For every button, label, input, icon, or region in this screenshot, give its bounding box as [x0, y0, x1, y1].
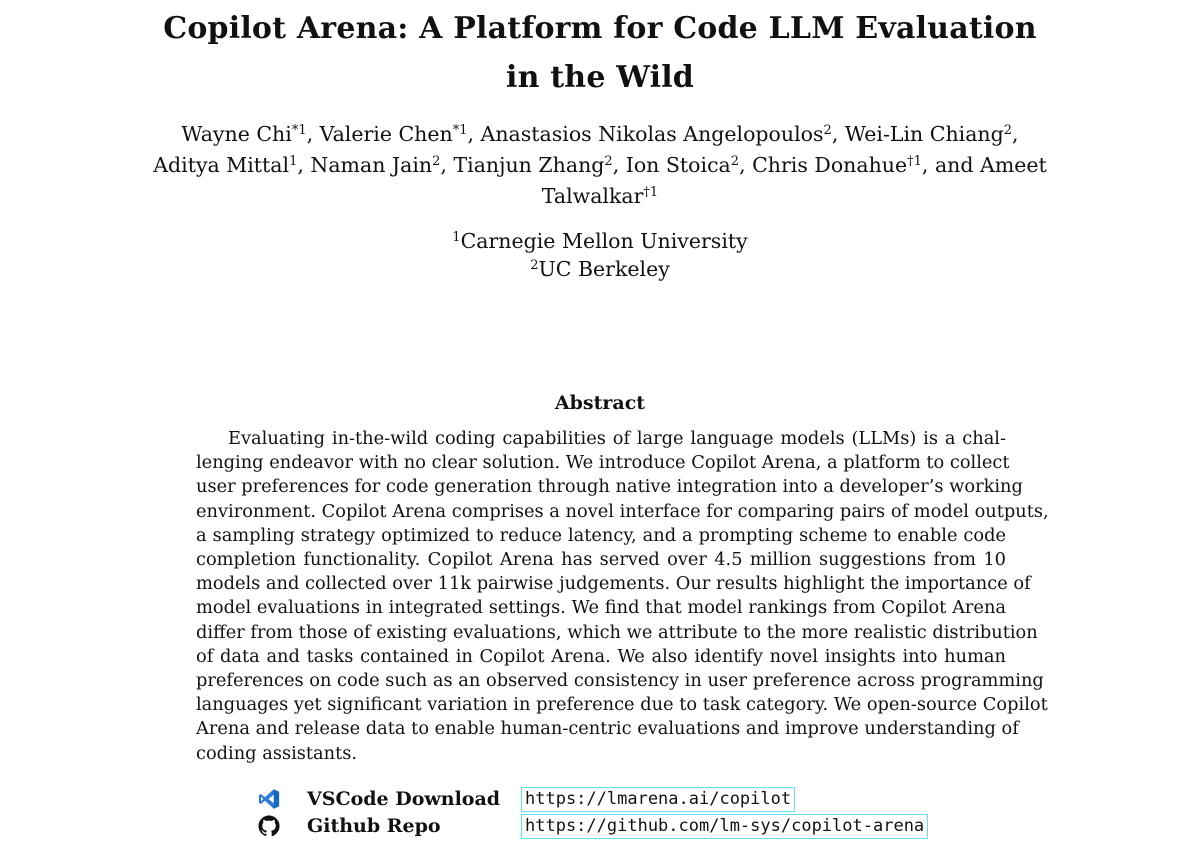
author-separator: ,	[467, 122, 481, 146]
abstract-line: a sampling strategy optimized to reduce latency, and a prompting scheme to enable code	[196, 524, 1006, 546]
author-affiliation-mark: 2	[1003, 122, 1013, 138]
author-affiliation-mark: *1	[452, 122, 468, 138]
author-name: Anastasios Nikolas Angelopoulos	[480, 122, 824, 146]
author-line-2	[60, 150, 1140, 181]
abstract-line: preferences on code such as an observed consistency in user preference across programming	[196, 670, 1044, 692]
affiliation-name: UC Berkeley	[538, 257, 670, 281]
abstract-line: differ from those of existing evaluations, which we attribute to the more realistic distribution	[196, 621, 1038, 643]
abstract-body	[196, 427, 1049, 766]
affiliation-mark: 1	[452, 229, 461, 245]
title-line-1: Copilot Arena: A Platform for Code LLM Evaluation	[163, 11, 1037, 46]
github-repo-link[interactable]: https://github.com/lm-sys/copilot-arena	[521, 814, 928, 839]
vscode-icon	[258, 788, 280, 810]
author-separator: ,	[612, 153, 626, 177]
author-separator: ,	[831, 122, 845, 146]
abstract-heading: Abstract	[554, 392, 646, 414]
author-affiliation-mark: *1	[291, 122, 307, 138]
author-line-3	[60, 181, 1140, 212]
author-name: Aditya Mittal	[153, 153, 290, 177]
author-separator: ,	[297, 153, 311, 177]
author-affiliation-mark: †1	[907, 153, 922, 169]
affiliation-list	[60, 227, 1140, 283]
author-name: Chris Donahue	[752, 153, 908, 177]
author-affiliation-mark: †1	[643, 184, 659, 200]
author-list	[60, 119, 1140, 212]
vscode-download-label: VSCode Download	[307, 788, 501, 810]
github-repo-label: Github Repo	[307, 815, 441, 837]
abstract-line: languages yet significant variation in preference due to task category. We open-source Copilot	[196, 694, 1048, 716]
author-name: Valerie Chen	[319, 122, 453, 146]
author-name: Tianjun Zhang	[453, 153, 605, 177]
abstract-line: models and collected over 11k pairwise judgements. Our results highlight the importance of	[196, 573, 1031, 595]
author-affiliation-mark: 2	[823, 122, 832, 138]
title-line-2: in the Wild	[506, 60, 694, 95]
author-affiliation-mark: 2	[432, 153, 441, 169]
abstract-line: Evaluating in-the-wild coding capabilities of large language models (LLMs) is a chal-	[228, 428, 1006, 449]
paper-title	[60, 4, 1140, 102]
abstract-line: lenging endeavor with no clear solution. We introduce Copilot Arena, a platform to collect	[196, 452, 1010, 474]
author-name: Naman Jain	[310, 153, 433, 177]
author-line-1	[60, 119, 1140, 150]
affiliation-cmu	[60, 227, 1140, 255]
author-separator: , and Ameet	[921, 153, 1047, 177]
author-name: Wayne Chi	[181, 122, 292, 146]
author-name: Wei-Lin Chiang	[844, 122, 1004, 146]
abstract-line: model evaluations in integrated settings. We find that model rankings from Copilot Arena	[196, 597, 1006, 619]
abstract-line: of data and tasks contained in Copilot Arena. We also identify novel insights into human	[196, 645, 1006, 667]
author-separator: ,	[1012, 122, 1019, 146]
affiliation-name: Carnegie Mellon University	[460, 229, 748, 253]
abstract-line: Arena and release data to enable human-centric evaluations and improve understanding of	[196, 718, 1019, 740]
author-separator: ,	[739, 153, 753, 177]
affiliation-berkeley	[60, 255, 1140, 283]
abstract-line: coding assistants.	[196, 742, 358, 764]
abstract-line: environment. Copilot Arena comprises a novel interface for comparing pairs of model outputs,	[196, 500, 1049, 522]
abstract-line: completion functionality. Copilot Arena has served over 4.5 million suggestions from 10	[196, 549, 1006, 571]
author-affiliation-mark: 1	[289, 153, 298, 169]
author-name: Ion Stoica	[625, 153, 731, 177]
affiliation-mark: 2	[530, 257, 539, 273]
author-name: Talwalkar	[541, 184, 644, 208]
author-separator: ,	[440, 153, 454, 177]
abstract-line: user preferences for code generation through native integration into a developer’s working	[196, 476, 1023, 498]
author-separator: ,	[306, 122, 320, 146]
author-affiliation-mark: 2	[730, 153, 740, 169]
vscode-download-link[interactable]: https://lmarena.ai/copilot	[521, 787, 795, 812]
github-icon	[258, 815, 280, 837]
author-affiliation-mark: 2	[604, 153, 613, 169]
